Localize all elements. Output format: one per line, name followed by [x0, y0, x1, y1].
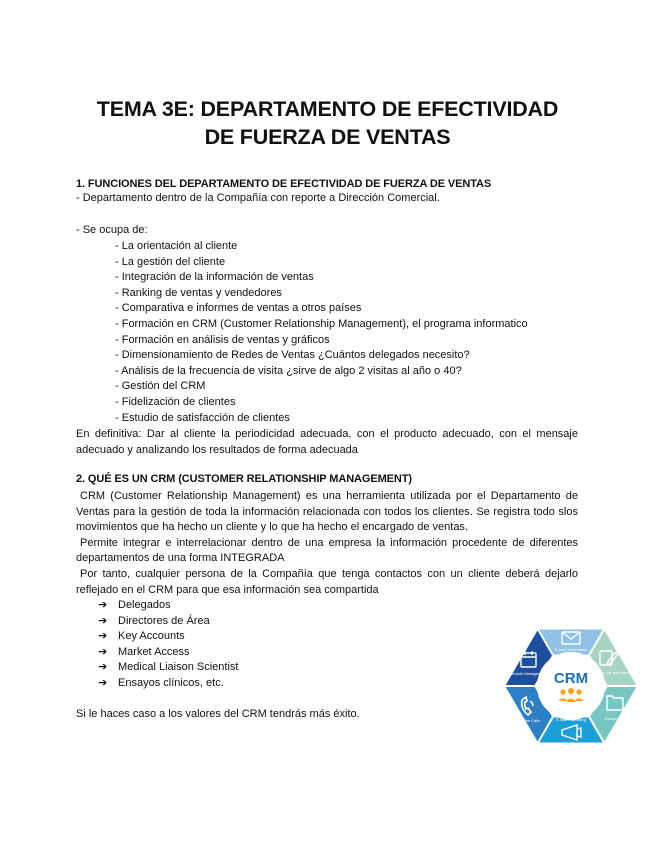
section-1-lead: - Se ocupa de:: [76, 224, 148, 236]
section-1-heading: 1. FUNCIONES DEL DEPARTAMENTO DE EFECTIVIDAD DE FUERZA DE VENTAS: [76, 178, 492, 190]
crm-integration: Permite integrar e interrelacionar dentro de una empresa la información procedente de diferentes departamentos de una forma INTEGRADA: [76, 536, 578, 565]
arrow-icon: ➔: [98, 645, 108, 658]
section-2-heading: 2. QUÉ ES UN CRM (CUSTOMER RELATIONSHIP MANAGEMENT): [76, 473, 412, 485]
arrow-icon: ➔: [98, 630, 108, 643]
list-item: ➔ Market Access: [98, 645, 238, 661]
list-item: - Análisis de la frecuencia de visita ¿sirve de algo 2 visitas al año o 40?: [115, 364, 462, 377]
list-item: - Ranking de ventas y vendedores: [115, 286, 282, 299]
segment-label-schedule: Schedule Management: [506, 671, 548, 676]
arrow-icon: ➔: [98, 661, 108, 674]
page-title: [60, 95, 595, 151]
crm-diagram: [497, 616, 645, 756]
segment-label-email-automation: E-mail Automation: [554, 647, 588, 652]
closing-text: Si le haces caso a los valores del CRM tendrás más éxito.: [76, 708, 360, 720]
title-line-2: DE FUERZA DE VENTAS: [204, 125, 451, 149]
section-1-conclusion: [76, 427, 578, 458]
crm-users-list: [98, 598, 238, 692]
list-item: - Fidelización de clientes: [115, 395, 236, 408]
section-2-body: [76, 489, 578, 598]
list-item: - La gestión del cliente: [115, 255, 226, 268]
segment-label-email-marketing: E-mail Marketing: [555, 717, 587, 722]
list-item: - Formación en análisis de ventas y gráficos: [115, 333, 330, 346]
segment-label-follow-up: Follow up and Reports: [593, 670, 635, 675]
list-item: - Formación en CRM (Customer Relationship Management), el programa informatico: [115, 317, 528, 330]
list-item: ➔ Ensayos clínicos, etc.: [98, 676, 238, 692]
crm-definition: CRM (Customer Relationship Management) es una herramienta utilizada por el Departamento de Ventas para la gestión de toda la información relacionada con todos los clientes. Se registra todo slos movimientos que ha hecho un cliente y lo que ha hecho el encargado de ventas.: [76, 490, 578, 534]
functions-list: [115, 239, 528, 426]
list-item: ➔ Delegados: [98, 598, 238, 614]
title-line-1: TEMA 3E: DEPARTAMENTO DE EFECTIVIDAD: [96, 97, 559, 121]
list-item: ➔ Key Accounts: [98, 629, 238, 645]
list-item: - Integración de la información de ventas: [115, 271, 314, 284]
list-item: - La orientación al cliente: [115, 240, 238, 252]
arrow-icon: ➔: [98, 599, 108, 611]
list-item: ➔ Medical Liaison Scientist: [98, 660, 238, 676]
segment-label-documents: Documents: [604, 716, 626, 721]
list-item: - Estudio de satisfacción de clientes: [115, 411, 290, 424]
crm-sharing: Por tanto, cualquier persona de la Compañía que tenga contactos con un cliente deberá dejarlo reflejado en el CRM para que esa información sea compartida: [76, 567, 578, 596]
section-1-intro: - Departamento dentro de la Compañía con reporte a Dirección Comercial.: [76, 192, 440, 204]
arrow-icon: ➔: [98, 676, 108, 689]
list-item: - Dimensionamiento de Redes de Ventas ¿Cuántos delegados necesito?: [115, 349, 470, 362]
list-item: - Comparativa e informes de ventas a otros países: [115, 302, 362, 315]
list-item: ➔ Directores de Área: [98, 614, 238, 630]
crm-center-label: CRM: [553, 670, 589, 687]
arrow-icon: ➔: [98, 614, 108, 627]
segment-label-sales-calls: Sales Calls: [519, 718, 541, 723]
conclusion-text: En definitiva: Dar al cliente la periodicidad adecuada, con el producto adecuado, con el mensaje adecuado y analizando los resultados de forma adecuada: [76, 428, 578, 456]
list-item: - Gestión del CRM: [115, 380, 206, 393]
